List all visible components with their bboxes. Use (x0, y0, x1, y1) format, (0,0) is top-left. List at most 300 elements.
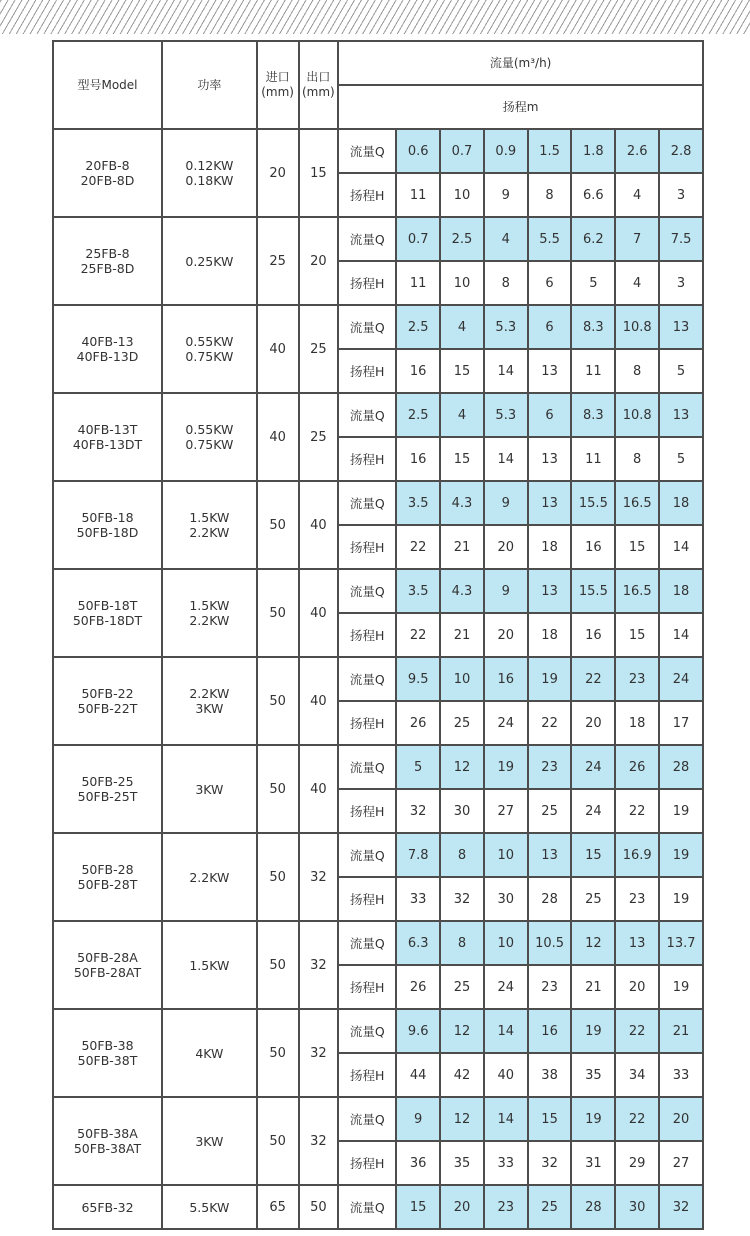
head-value: 6 (528, 261, 572, 305)
flow-label: 流量Q (338, 217, 396, 261)
flow-value: 28 (571, 1185, 615, 1229)
power-cell (162, 393, 257, 481)
flow-value: 21 (659, 1009, 703, 1053)
head-value: 8 (615, 349, 659, 393)
flow-value: 8 (440, 833, 484, 877)
head-value: 16 (396, 349, 440, 393)
model-cell (53, 569, 162, 657)
head-value: 22 (528, 701, 572, 745)
flow-value: 19 (571, 1097, 615, 1141)
head-value: 14 (659, 525, 703, 569)
head-value: 42 (440, 1053, 484, 1097)
power-cell (162, 481, 257, 569)
head-label: 扬程H (338, 173, 396, 217)
head-value: 18 (528, 525, 572, 569)
inlet-cell: 50 (257, 921, 299, 1009)
flow-value: 12 (440, 1097, 484, 1141)
flow-value: 8.3 (571, 305, 615, 349)
power-cell (162, 129, 257, 217)
flow-value: 19 (571, 1009, 615, 1053)
power-cell (162, 305, 257, 393)
head-label: 扬程H (338, 1141, 396, 1185)
flow-value: 2.5 (396, 393, 440, 437)
model-name: 50FB-18DT (72, 613, 143, 628)
table-row (53, 1097, 703, 1141)
flow-label: 流量Q (338, 393, 396, 437)
head-value: 24 (484, 701, 528, 745)
flow-value: 9.6 (396, 1009, 440, 1053)
head-value: 44 (396, 1053, 440, 1097)
inlet-cell: 25 (257, 217, 299, 305)
model-cell (53, 1097, 162, 1185)
head-label: 扬程H (338, 613, 396, 657)
power-cell (162, 657, 257, 745)
flow-value: 13 (528, 569, 572, 613)
power-cell (162, 921, 257, 1009)
model-name: 50FB-28A (77, 950, 138, 965)
head-value: 27 (659, 1141, 703, 1185)
head-value: 16 (396, 437, 440, 481)
power-value: 0.55KW (185, 422, 234, 437)
power-value: 5.5KW (189, 1199, 230, 1215)
flow-value: 10.8 (615, 393, 659, 437)
head-value: 25 (528, 789, 572, 833)
header-outlet: 出口(mm) (299, 41, 339, 129)
flow-value: 5.3 (484, 393, 528, 437)
flow-value: 2.5 (440, 217, 484, 261)
head-value: 3 (659, 261, 703, 305)
flow-value: 10.8 (615, 305, 659, 349)
model-name: 25FB-8 (85, 246, 130, 261)
flow-value: 4.3 (440, 481, 484, 525)
model-name: 50FB-25 (81, 774, 134, 789)
power-value: 2.2KW (189, 869, 230, 885)
model-name: 40FB-13T (77, 422, 138, 437)
inlet-cell: 50 (257, 569, 299, 657)
power-value: 3KW (195, 1133, 224, 1149)
power-value: 1.5KW (189, 957, 230, 973)
flow-value: 13 (659, 393, 703, 437)
flow-label: 流量Q (338, 1097, 396, 1141)
flow-value: 10 (484, 921, 528, 965)
flow-value: 4 (484, 217, 528, 261)
flow-value: 24 (659, 657, 703, 701)
flow-value: 5.3 (484, 305, 528, 349)
flow-value: 0.7 (396, 217, 440, 261)
inlet-cell: 20 (257, 129, 299, 217)
flow-value: 28 (659, 745, 703, 789)
flow-value: 6 (528, 305, 572, 349)
head-value: 27 (484, 789, 528, 833)
head-value: 35 (440, 1141, 484, 1185)
head-value: 4 (615, 261, 659, 305)
head-value: 18 (528, 613, 572, 657)
inlet-cell: 50 (257, 745, 299, 833)
header-model: 型号Model (53, 41, 162, 129)
head-value: 21 (440, 525, 484, 569)
head-value: 32 (440, 877, 484, 921)
model-name: 40FB-13 (81, 334, 134, 349)
table-row (53, 393, 703, 437)
head-value: 8 (615, 437, 659, 481)
head-value: 16 (571, 613, 615, 657)
head-value: 38 (528, 1053, 572, 1097)
outlet-cell: 15 (299, 129, 339, 217)
model-cell (53, 1009, 162, 1097)
model-cell (53, 393, 162, 481)
flow-label: 流量Q (338, 481, 396, 525)
head-value: 13 (528, 437, 572, 481)
outlet-cell: 40 (299, 569, 339, 657)
head-label: 扬程H (338, 1053, 396, 1097)
model-name: 50FB-18T (77, 598, 138, 613)
model-name: 50FB-28T (77, 877, 138, 892)
flow-value: 10 (440, 657, 484, 701)
header-flow-unit: 流量(m³/h) (338, 41, 703, 85)
power-cell (162, 745, 257, 833)
power-value: 0.75KW (185, 437, 234, 452)
model-cell (53, 481, 162, 569)
head-value: 20 (484, 525, 528, 569)
head-value: 15 (615, 613, 659, 657)
flow-value: 0.6 (396, 129, 440, 173)
outlet-cell: 40 (299, 657, 339, 745)
flow-value: 2.8 (659, 129, 703, 173)
flow-value: 2.5 (396, 305, 440, 349)
model-cell (53, 1185, 162, 1229)
flow-value: 24 (571, 745, 615, 789)
flow-value: 9 (484, 481, 528, 525)
head-value: 22 (615, 789, 659, 833)
power-value: 0.12KW (185, 158, 234, 173)
head-value: 28 (528, 877, 572, 921)
table-row (53, 129, 703, 173)
flow-value: 12 (440, 745, 484, 789)
flow-value: 16.5 (615, 481, 659, 525)
inlet-cell: 50 (257, 1097, 299, 1185)
outlet-cell: 32 (299, 921, 339, 1009)
head-value: 30 (440, 789, 484, 833)
head-value: 20 (571, 701, 615, 745)
inlet-cell: 50 (257, 1009, 299, 1097)
model-name: 50FB-38 (81, 1038, 134, 1053)
model-name: 40FB-13D (76, 349, 139, 364)
head-value: 14 (484, 349, 528, 393)
flow-label: 流量Q (338, 657, 396, 701)
head-value: 25 (571, 877, 615, 921)
power-cell (162, 1185, 257, 1229)
power-value: 0.18KW (185, 173, 234, 188)
flow-value: 9 (396, 1097, 440, 1141)
flow-value: 19 (484, 745, 528, 789)
power-cell (162, 569, 257, 657)
flow-value: 5 (396, 745, 440, 789)
flow-value: 0.7 (440, 129, 484, 173)
model-cell (53, 657, 162, 745)
head-value: 16 (571, 525, 615, 569)
head-value: 5 (571, 261, 615, 305)
head-value: 14 (484, 437, 528, 481)
flow-value: 23 (484, 1185, 528, 1229)
head-value: 33 (396, 877, 440, 921)
flow-value: 13 (659, 305, 703, 349)
inlet-cell: 50 (257, 833, 299, 921)
head-value: 5 (659, 349, 703, 393)
power-value: 0.75KW (185, 349, 234, 364)
head-value: 10 (440, 173, 484, 217)
power-value: 0.25KW (185, 253, 234, 269)
flow-value: 19 (659, 833, 703, 877)
head-value: 25 (440, 965, 484, 1009)
outlet-cell: 32 (299, 1097, 339, 1185)
flow-value: 20 (440, 1185, 484, 1229)
power-value: 4KW (195, 1045, 224, 1061)
head-value: 21 (440, 613, 484, 657)
model-cell (53, 745, 162, 833)
inlet-cell: 65 (257, 1185, 299, 1229)
flow-label: 流量Q (338, 305, 396, 349)
flow-value: 26 (615, 745, 659, 789)
table-row (53, 1009, 703, 1053)
flow-value: 15 (571, 833, 615, 877)
flow-value: 22 (615, 1097, 659, 1141)
head-value: 24 (571, 789, 615, 833)
head-value: 6.6 (571, 173, 615, 217)
flow-value: 6 (528, 393, 572, 437)
flow-value: 9.5 (396, 657, 440, 701)
head-value: 11 (571, 349, 615, 393)
head-value: 24 (484, 965, 528, 1009)
pump-spec-table-wrapper (52, 40, 704, 1230)
model-cell (53, 921, 162, 1009)
head-value: 33 (659, 1053, 703, 1097)
table-row (53, 1185, 703, 1229)
table-row (53, 833, 703, 877)
head-value: 21 (571, 965, 615, 1009)
flow-value: 16.9 (615, 833, 659, 877)
flow-value: 18 (659, 569, 703, 613)
flow-label: 流量Q (338, 569, 396, 613)
flow-value: 7.5 (659, 217, 703, 261)
flow-value: 20 (659, 1097, 703, 1141)
inlet-cell: 40 (257, 393, 299, 481)
head-value: 23 (615, 877, 659, 921)
head-label: 扬程H (338, 261, 396, 305)
header-inlet: 进口(mm) (257, 41, 299, 129)
model-cell (53, 305, 162, 393)
head-value: 5 (659, 437, 703, 481)
flow-label: 流量Q (338, 745, 396, 789)
head-value: 35 (571, 1053, 615, 1097)
flow-value: 10.5 (528, 921, 572, 965)
flow-value: 16.5 (615, 569, 659, 613)
head-value: 29 (615, 1141, 659, 1185)
flow-value: 13.7 (659, 921, 703, 965)
table-row (53, 745, 703, 789)
head-value: 19 (659, 789, 703, 833)
flow-value: 3.5 (396, 481, 440, 525)
outlet-cell: 32 (299, 833, 339, 921)
head-value: 40 (484, 1053, 528, 1097)
flow-value: 32 (659, 1185, 703, 1229)
flow-value: 23 (615, 657, 659, 701)
head-value: 8 (528, 173, 572, 217)
flow-label: 流量Q (338, 129, 396, 173)
power-cell (162, 217, 257, 305)
model-cell (53, 217, 162, 305)
head-value: 26 (396, 965, 440, 1009)
flow-label: 流量Q (338, 833, 396, 877)
flow-value: 23 (528, 745, 572, 789)
head-value: 4 (615, 173, 659, 217)
model-name: 40FB-13DT (72, 437, 143, 452)
table-row (53, 305, 703, 349)
power-value: 1.5KW (189, 510, 230, 525)
flow-value: 16 (484, 657, 528, 701)
head-value: 3 (659, 173, 703, 217)
head-value: 34 (615, 1053, 659, 1097)
flow-value: 2.6 (615, 129, 659, 173)
flow-value: 6.3 (396, 921, 440, 965)
model-cell (53, 129, 162, 217)
power-value: 2.2KW (189, 686, 230, 701)
flow-label: 流量Q (338, 1009, 396, 1053)
head-value: 36 (396, 1141, 440, 1185)
power-value: 3KW (195, 701, 224, 716)
flow-value: 15.5 (571, 569, 615, 613)
decorative-hatch-band (0, 0, 750, 34)
power-cell (162, 833, 257, 921)
head-value: 11 (396, 261, 440, 305)
power-value: 2.2KW (189, 613, 230, 628)
model-name: 50FB-28 (81, 862, 134, 877)
inlet-cell: 50 (257, 657, 299, 745)
power-cell (162, 1097, 257, 1185)
flow-value: 15.5 (571, 481, 615, 525)
head-value: 13 (528, 349, 572, 393)
head-value: 15 (615, 525, 659, 569)
model-name: 50FB-38AT (73, 1141, 142, 1156)
model-name: 50FB-38A (77, 1126, 138, 1141)
outlet-cell: 40 (299, 481, 339, 569)
header-power: 功率 (162, 41, 257, 129)
head-value: 17 (659, 701, 703, 745)
model-name: 50FB-25T (77, 789, 138, 804)
flow-value: 12 (440, 1009, 484, 1053)
head-label: 扬程H (338, 437, 396, 481)
head-value: 32 (528, 1141, 572, 1185)
model-name: 50FB-18D (76, 525, 139, 540)
head-value: 22 (396, 613, 440, 657)
head-label: 扬程H (338, 701, 396, 745)
head-label: 扬程H (338, 877, 396, 921)
flow-value: 1.8 (571, 129, 615, 173)
head-label: 扬程H (338, 965, 396, 1009)
model-name: 50FB-22 (81, 686, 134, 701)
model-name: 20FB-8 (85, 158, 130, 173)
head-value: 14 (659, 613, 703, 657)
flow-value: 13 (615, 921, 659, 965)
flow-value: 5.5 (528, 217, 572, 261)
flow-value: 19 (528, 657, 572, 701)
model-name: 50FB-22T (77, 701, 138, 716)
head-value: 33 (484, 1141, 528, 1185)
head-value: 26 (396, 701, 440, 745)
flow-value: 4 (440, 305, 484, 349)
head-value: 20 (484, 613, 528, 657)
head-value: 19 (659, 877, 703, 921)
power-value: 3KW (195, 781, 224, 797)
head-value: 23 (528, 965, 572, 1009)
model-name: 20FB-8D (80, 173, 135, 188)
flow-value: 10 (484, 833, 528, 877)
outlet-cell: 20 (299, 217, 339, 305)
power-value: 1.5KW (189, 598, 230, 613)
head-value: 19 (659, 965, 703, 1009)
flow-value: 9 (484, 569, 528, 613)
model-name: 50FB-28AT (73, 965, 142, 980)
model-name: 50FB-18 (81, 510, 134, 525)
flow-value: 14 (484, 1097, 528, 1141)
flow-value: 6.2 (571, 217, 615, 261)
head-value: 8 (484, 261, 528, 305)
flow-value: 7.8 (396, 833, 440, 877)
flow-value: 7 (615, 217, 659, 261)
model-name: 50FB-38T (77, 1053, 138, 1068)
power-value: 2.2KW (189, 525, 230, 540)
flow-value: 18 (659, 481, 703, 525)
flow-value: 22 (571, 657, 615, 701)
flow-value: 8.3 (571, 393, 615, 437)
flow-value: 13 (528, 481, 572, 525)
head-value: 18 (615, 701, 659, 745)
head-label: 扬程H (338, 349, 396, 393)
table-body (53, 129, 703, 1229)
flow-value: 4 (440, 393, 484, 437)
flow-value: 1.5 (528, 129, 572, 173)
head-value: 30 (484, 877, 528, 921)
flow-value: 25 (528, 1185, 572, 1229)
flow-value: 0.9 (484, 129, 528, 173)
head-value: 11 (396, 173, 440, 217)
head-value: 15 (440, 437, 484, 481)
head-value: 20 (615, 965, 659, 1009)
flow-value: 15 (396, 1185, 440, 1229)
header-head-unit: 扬程m (338, 85, 703, 129)
outlet-cell: 32 (299, 1009, 339, 1097)
head-value: 11 (571, 437, 615, 481)
pump-spec-table (52, 40, 704, 1230)
power-value: 0.55KW (185, 334, 234, 349)
flow-value: 16 (528, 1009, 572, 1053)
table-row (53, 481, 703, 525)
head-label: 扬程H (338, 525, 396, 569)
flow-value: 8 (440, 921, 484, 965)
inlet-cell: 50 (257, 481, 299, 569)
model-cell (53, 833, 162, 921)
flow-value: 30 (615, 1185, 659, 1229)
flow-value: 15 (528, 1097, 572, 1141)
flow-label: 流量Q (338, 921, 396, 965)
head-value: 25 (440, 701, 484, 745)
flow-value: 14 (484, 1009, 528, 1053)
flow-value: 4.3 (440, 569, 484, 613)
outlet-cell: 25 (299, 393, 339, 481)
model-name: 25FB-8D (80, 261, 135, 276)
table-row (53, 657, 703, 701)
table-row (53, 217, 703, 261)
head-value: 15 (440, 349, 484, 393)
